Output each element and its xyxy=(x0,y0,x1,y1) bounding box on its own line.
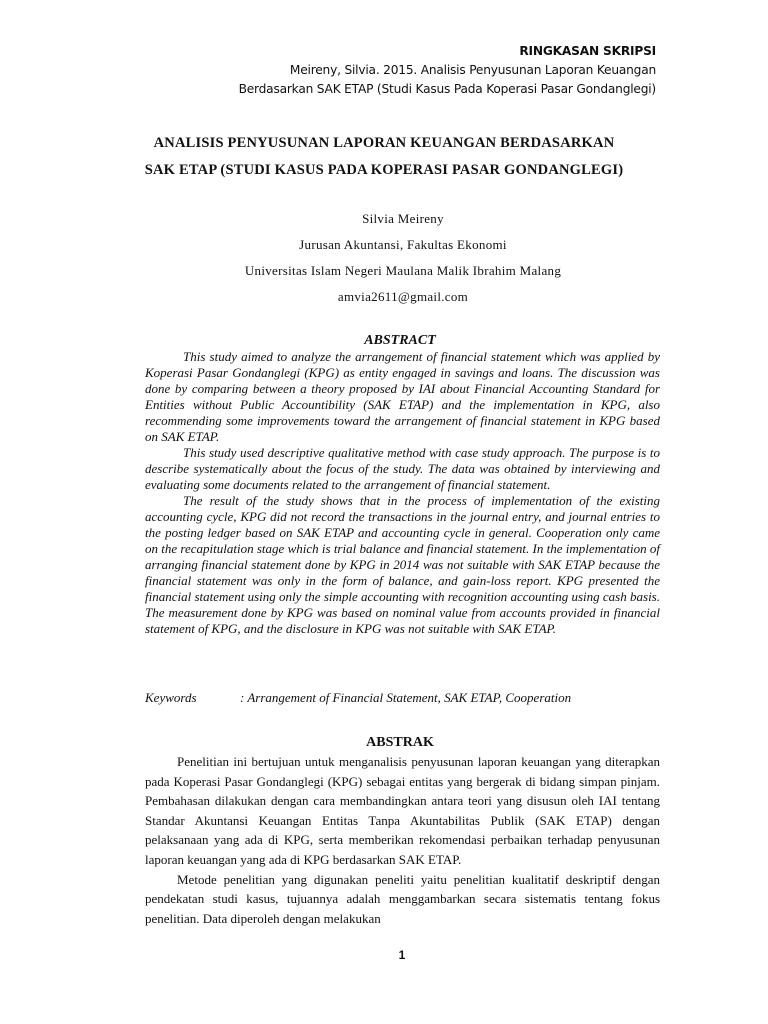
citation-line-1: Meireny, Silvia. 2015. Analisis Penyusunan Laporan Keuangan xyxy=(289,63,656,77)
abstrak-paragraph: Penelitian ini bertujuan untuk menganalisis penyusunan laporan keuangan yang diterapkan pada Koperasi Pasar Gondanglegi (KPG) sebagai entitas yang bergerak di bidang simpan pinjam. Pembahasan dilakukan dengan cara membandingkan antara teori yang disusun oleh IAI tentang Standar Akuntansi Keuangan Entitas Tanpa Akuntabilitas Publik (SAK ETAP) dengan pelaksanaan yang ada di KPG, serta memberikan rekomendasi perbaikan terhadap penyusunan laporan keuangan yang ada di KPG berdasarkan SAK ETAP. xyxy=(145,754,660,867)
author-university: Universitas Islam Negeri Maulana Malik Ibrahim Malang xyxy=(244,263,562,278)
abstract-paragraph: This study aimed to analyze the arrangement of financial statement which was applied by Koperasi Pasar Gondanglegi (KPG) as entity engaged in savings and loans. The discussion was done by comparing between a theory proposed by IAI about Financial Accounting Standard for Entities without Public Accountibility (SAK ETAP) and the implementation in KPG, also recommending some improvements toward the arrangement of financial statement in KPG based on SAK ETAP. xyxy=(145,349,660,444)
paper-title xyxy=(0,130,768,184)
author-info xyxy=(0,206,768,310)
paper-title-line-1: ANALISIS PENYUSUNAN LAPORAN KEUANGAN BERDASARKAN xyxy=(153,135,615,151)
citation-line-2: Berdasarkan SAK ETAP (Studi Kasus Pada Koperasi Pasar Gondanglegi) xyxy=(238,82,656,96)
abstract-heading: ABSTRACT xyxy=(364,333,436,348)
abstract-body xyxy=(145,349,660,637)
keywords-value: : Arrangement of Financial Statement, SAK ETAP, Cooperation xyxy=(240,690,572,705)
abstrak-heading: ABSTRAK xyxy=(366,735,434,750)
summary-header xyxy=(239,42,656,99)
author-email: amvia2611@gmail.com xyxy=(337,289,469,304)
paper-title-line-2: SAK ETAP (STUDI KASUS PADA KOPERASI PASAR GONDANGLEGI) xyxy=(144,162,624,178)
abstrak-paragraph: Metode penelitian yang digunakan peneliti yaitu penelitian kualitatif deskriptif dengan pendekatan studi kasus, tujuannya adalah menggambarkan secara sistematis tentang fokus penelitian. Data diperoleh dengan melakukan xyxy=(145,871,660,926)
abstract-paragraph: The result of the study shows that in the process of implementation of the existing accounting cycle, KPG did not record the transactions in the journal entry, and journal entries to the posting ledger based on SAK ETAP and accounting cycle in general. Cooperation only came on the recapitulation stage which is trial balance and financial statement. In the implementation of arranging financial statement done by KPG in 2014 was not suitable with SAK ETAP because the financial statement was only in the form of balance, and gain-loss report. KPG presented the financial statement using only the simple accounting with recognition accounting using cash basis. The measurement done by KPG was based on nominal value from accounts provided in financial statement of KPG, and the disclosure in KPG was not suitable with SAK ETAP. xyxy=(145,493,660,636)
header-title: RINGKASAN SKRIPSI xyxy=(519,44,656,58)
author-name: Silvia Meireny xyxy=(362,211,444,226)
keywords-label: Keywords xyxy=(145,690,197,705)
keywords-line xyxy=(145,690,660,706)
abstrak-body xyxy=(145,752,660,928)
abstract-paragraph: This study used descriptive qualitative method with case study approach. The purpose is to describe systematically about the focus of the study. The data was obtained by interviewing and evaluating some documents related to the arrangement of financial statement. xyxy=(145,445,660,492)
page-number: 1 xyxy=(398,948,406,962)
author-department: Jurusan Akuntansi, Fakultas Ekonomi xyxy=(299,237,507,252)
